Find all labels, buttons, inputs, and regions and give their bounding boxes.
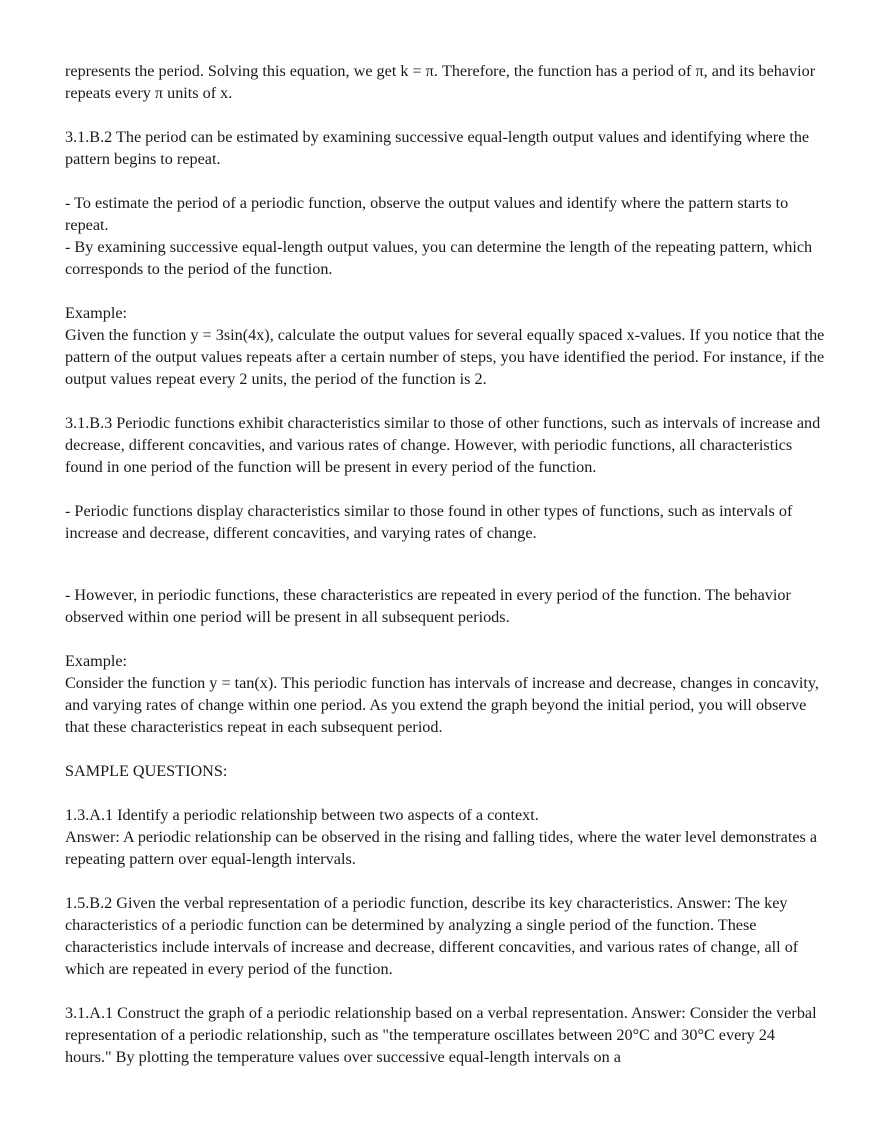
paragraph-period-solution: represents the period. Solving this equation, we get k = π. Therefore, the function has a period of π, and its behavior repeats every π units of x. [65,62,816,102]
sample-questions-heading: SAMPLE QUESTIONS: [65,762,228,780]
paragraph-3-1-b-2: 3.1.B.2 The period can be estimated by examining successive equal-length output values and identifying where the pattern begins to repeat. [65,128,810,168]
bullet-examine-outputs: - By examining successive equal-length output values, you can determine the length of the repeating pattern, which corresponds to the period of the function. [65,238,813,278]
bullet-characteristics: - Periodic functions display characteristics similar to those found in other types of functions, such as intervals of increase and decrease, different concavities, and varying rates of change. [65,502,793,542]
example-label-1: Example: [65,304,128,322]
example-label-2: Example: [65,652,128,670]
question-3-1-a-1: 3.1.A.1 Construct the graph of a periodic relationship based on a verbal representation. Answer: Consider the verbal representation of a periodic relationship, such as "the temperature oscillates between 20°C and 30°C every 24 hours." By plotting the temperature values over successive equal-length intervals on a [65,1004,817,1066]
answer-1-3-a-1: Answer: A periodic relationship can be observed in the rising and falling tides, where the water level demonstrates a repeating pattern over equal-length intervals. [65,828,818,868]
question-1-3-a-1: 1.3.A.1 Identify a periodic relationship between two aspects of a context. [65,806,539,824]
paragraph-3-1-b-3: 3.1.B.3 Periodic functions exhibit characteristics similar to those of other functions, such as intervals of increase and decrease, different concavities, and various rates of change. However, with periodic functions, all characteristics found in one period of the function will be present in every period of the function. [65,414,821,476]
question-1-5-b-2: 1.5.B.2 Given the verbal representation of a periodic function, describe its key characteristics. Answer: The key characteristics of a periodic function can be determined by analyzing a single period of the function. These characteristics include intervals of increase and decrease, different concavities, and various rates of change, all of which are repeated in every period of the function. [65,894,799,978]
bullet-repeated: - However, in periodic functions, these characteristics are repeated in every period of the function. The behavior observed within one period will be present in all subsequent periods. [65,586,791,626]
example-text-1: Given the function y = 3sin(4x), calculate the output values for several equally spaced x-values. If you notice that the pattern of the output values repeats after a certain number of steps, you have identified the period. For instance, if the output values repeat every 2 units, the period of the function is 2. [65,326,825,388]
example-text-2: Consider the function y = tan(x). This periodic function has intervals of increase and decrease, changes in concavity, and varying rates of change within one period. As you extend the graph beyond the initial period, you will observe that these characteristics repeat in each subsequent period. [65,674,819,736]
document-page [65,60,825,1068]
bullet-estimate-period: - To estimate the period of a periodic function, observe the output values and identify where the pattern starts to repeat. [65,194,789,234]
